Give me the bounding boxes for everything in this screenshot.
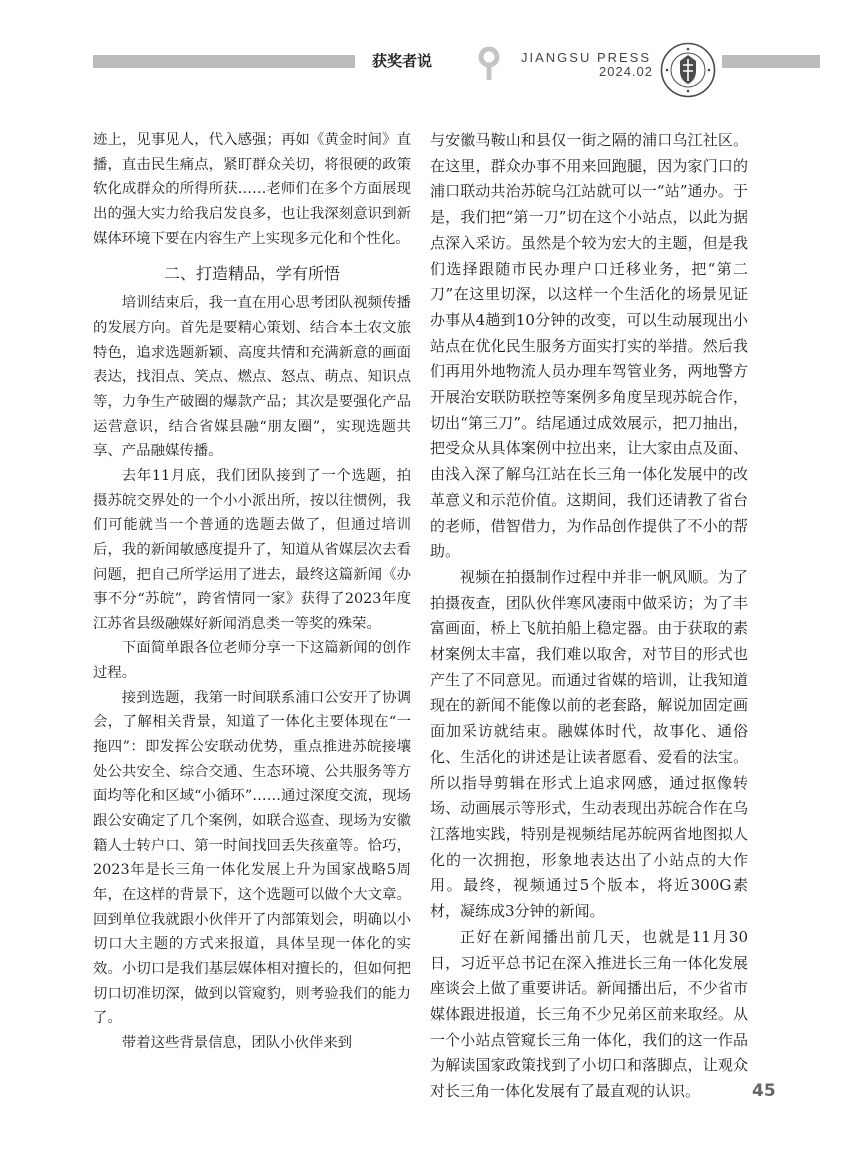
paragraph: 视频在拍摄制作过程中并非一帆风顺。为了拍摄夜查，团队伙伴寒风凄雨中做采访；为了丰富画面，桥上飞航拍船上稳定器。由于获取的素材案例太丰富，我们难以取舍，对节目的形式也产生了不同意见。而通过省媒的培训，让我知道现在的新闻不能像以前的老套路，解说加固定画面加采访就结束。融媒体时代，故事化、通俗化、生活化的讲述是让读者愿看、爱看的法宝。所以指导剪辑在形式上追求网感，通过抠像转场、动画展示等形式，生动表现出苏皖合作在乌江落地实践，特别是视频结尾苏皖两省地图拟人化的一次拥抱，形象地表达出了小站点的大作用。最终，视频通过5个版本，将近300G素材，凝练成3分钟的新闻。 [430,567,748,921]
paragraph: 接到选题，我第一时间联系浦口公安开了协调会，了解相关背景，知道了一体化主要体现在“一拖四”：即发挥公安联动优势，重点推进苏皖接壤处公共安全、综合交通、生态环境、公共服务等方面均等化和区域“小循环”……通过深度交流，现场跟公安确定了几个案例，如联合巡查、现场为安徽籍人士转户口、第一时间找回丢失孩童等。恰巧，2023年是长三角一体化发展上升为国家战略5周年，在这样的背景下，这个选题可以做个大文章。回到单位我就跟小伙伴开了内部策划会，明确以小切口大主题的方式来报道，具体呈现一体化的实效。小切口是我们基层媒体相对擅长的，但如何把切口切准切深，做到以管窥豹，则考验我们的能力了。 [93,689,411,1027]
association-seal-logo [660,42,716,98]
paragraph: 带着这些背景信息，团队小伙伴来到 [121,1034,353,1051]
section-heading: 二、打造精品，学有所悟 [163,264,340,284]
map-pin-icon [478,46,500,82]
article-column-right [430,128,748,1105]
journal-name: JIANGSU PRESS [521,50,652,65]
paragraph: 迹上，见事见人，代入感强；再如《黄金时间》直播，直击民生痛点，紧盯群众关切，将很硬的政策软化成群众的所得所获……老师们在多个方面展现出的强大实力给我启发良多，也让我深刻意识到新媒体环境下要在内容生产上实现多元化和个性化。 [93,132,411,247]
header-bar-left [93,55,355,68]
header-bar-right [722,55,820,68]
paragraph: 与安徽马鞍山和县仅一街之隔的浦口乌江社区。在这里，群众办事不用来回跑腿，因为家门口的浦口联动共治苏皖乌江站就可以一“站”通办。于是，我们把“第一刀”切在这个小站点，以此为据点深入采访。虽然是个较为宏大的主题，但是我们选择跟随市民办理户口迁移业务，把“第二刀”在这里切深，以这样一个生活化的场景见证办事从4趟到10分钟的改变，可以生动展现出小站点在优化民生服务方面实打实的举措。然后我们再用外地物流人员办理车驾管业务，两地警方开展治安联防联控等案例多角度呈现苏皖合作，切出“第三刀”。结尾通过成效展示，把刀抽出，把受众从具体案例中拉出来，让大家由点及面、由浅入深了解乌江站在长三角一体化发展中的改革意义和示范价值。这期间，我们还请教了省台的老师，借智借力，为作品创作提供了不小的帮助。 [430,131,748,561]
article-column-left [93,128,411,1056]
paragraph: 正好在新闻播出前几天，也就是11月30日，习近平总书记在深入推进长三角一体化发展座谈会上做了重要讲话。新闻播出后，不少省市媒体跟进报道，长三角不少兄弟区前来取经。从一个小站点管窥长三角一体化，我们的这一作品为解读国家政策找到了小切口和落脚点，让观众对长三角一体化发展有了最直观的认识。 [430,927,748,1101]
paragraph: 下面简单跟各位老师分享一下这篇新闻的创作过程。 [93,640,411,682]
page-number: 45 [752,1081,776,1101]
issue-date: 2024.02 [599,64,653,79]
paragraph: 去年11月底，我们团队接到了一个选题，拍摄苏皖交界处的一个小小派出所，按以往惯例，我们可能就当一个普通的选题去做了，但通过培训后，我的新闻敏感度提升了，知道从省媒层次去看问题，把自己所学运用了进去，最终这篇新闻《办事不分“苏皖”，跨省情同一家》获得了2023年度江苏省县级融媒好新闻消息类一等奖的殊荣。 [93,467,411,632]
paragraph: 培训结束后，我一直在用心思考团队视频传播的发展方向。首先是要精心策划、结合本土农文旅特色，追求选题新颖、高度共情和充满新意的画面表达，找泪点、笑点、燃点、怒点、萌点、知识点等，力争生产破圈的爆款产品；其次是要强化产品运营意识，结合省媒县融“朋友圈”，实现选题共享、产品融媒传播。 [93,295,411,460]
section-label: 获奖者说 [372,52,433,70]
